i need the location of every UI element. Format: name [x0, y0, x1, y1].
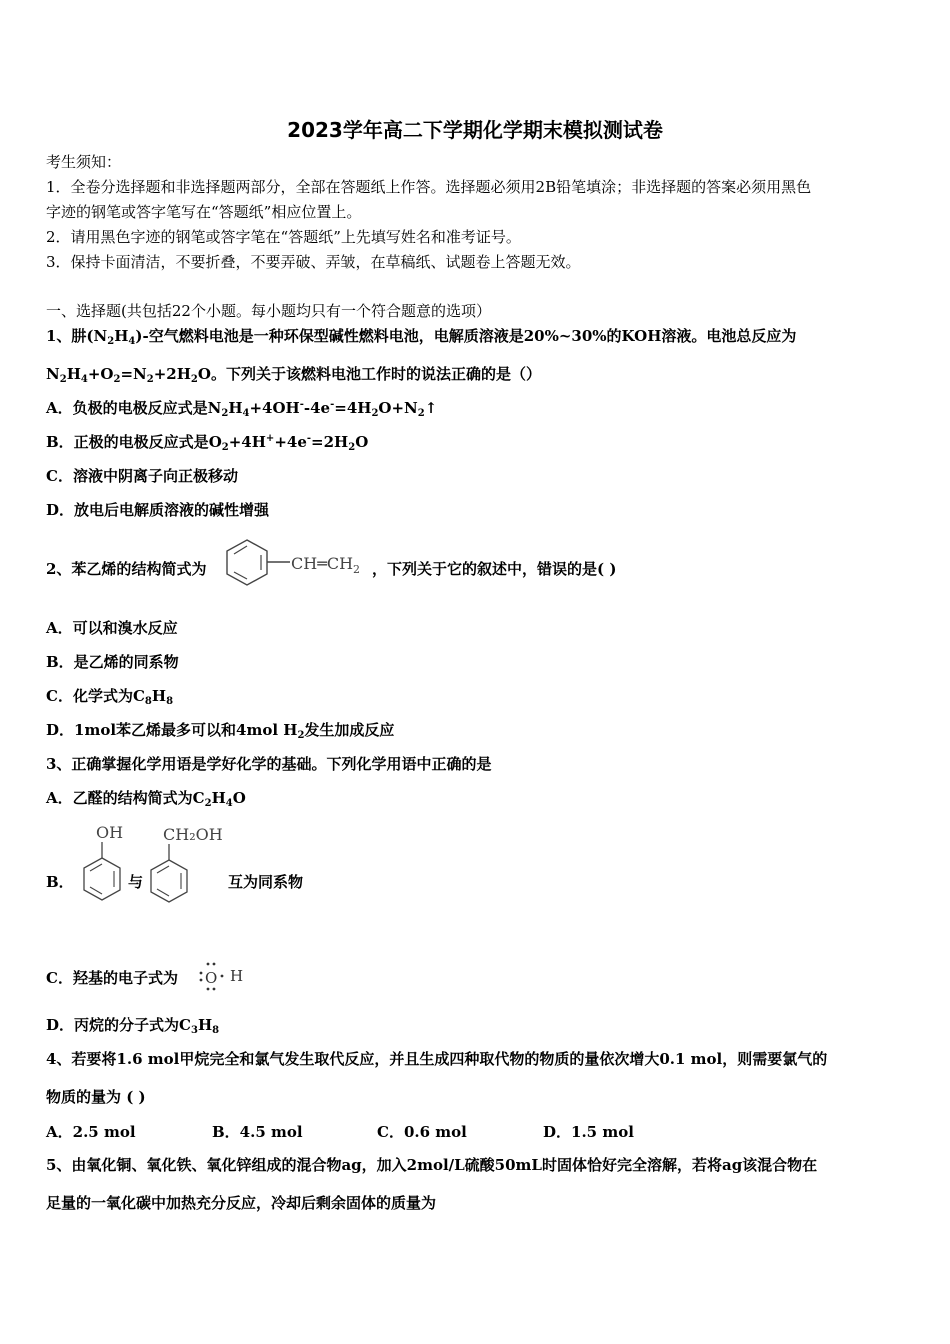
q4-option-b: B．4.5 mol — [212, 1123, 303, 1141]
hydroxyl-electron-formula — [196, 958, 252, 994]
q2-option-d: D．1mol苯乙烯最多可以和4mol $H_2$发生加成反应 — [46, 721, 395, 741]
q1-stem-line1: 1、肼$(N_2H_4)-$空气燃料电池是一种环保型碱性燃料电池，电解质溶液是20%~30%的KOH溶液。电池总反应为 — [46, 327, 797, 347]
q1-option-a: A．负极的电极反应式是$N_2H_4+4OH^--4e^-=4H_2O+N_2↑$ — [46, 399, 438, 419]
notice-item-1-cont: 字迹的钢笔或答字笔写在“答题纸”相应位置上。 — [46, 203, 362, 221]
section-heading: 一、选择题(共包括22个小题。每小题均只有一个符合题意的选项） — [46, 302, 491, 320]
notice-item-2: 2．请用黑色字迹的钢笔或答字笔在“答题纸”上先填写姓名和准考证号。 — [46, 228, 521, 246]
q4-option-c: C．0.6 mol — [377, 1123, 467, 1141]
q2-stem-after: ，下列关于它的叙述中，错误的是( ) — [372, 560, 617, 578]
styrene-label-subscript: 2 — [353, 563, 361, 576]
q4-stem-line1: 4、若要将1.6 mol甲烷完全和氯气发生取代反应，并且生成四种取代物的物质的量依次增大0.1 mol，则需要氯气的 — [46, 1050, 828, 1068]
q4-option-d: D．1.5 mol — [543, 1123, 634, 1141]
hydroxyl-o-symbol: O — [205, 969, 218, 987]
q3-option-b-tail: 互为同系物 — [228, 873, 304, 891]
q2-stem-before: 2、苯乙烯的结构简式为 — [46, 560, 207, 578]
q2-option-a: A．可以和溴水反应 — [46, 619, 178, 637]
q1-option-d: D．放电后电解质溶液的碱性增强 — [46, 501, 270, 519]
q5-stem-line2: 足量的一氧化碳中加热充分反应，冷却后剩余固体的质量为 — [46, 1194, 437, 1212]
q3-option-a: A．乙醛的结构简式为$C_2H_4O$ — [46, 789, 246, 809]
q3-option-b-label: B． — [46, 873, 74, 891]
q3-option-c: C．羟基的电子式为 — [46, 969, 178, 987]
styrene-structure — [224, 535, 370, 591]
phenol-label: OH — [96, 823, 124, 842]
q2-option-c: C．化学式为$C_8H_8$ — [46, 687, 174, 707]
q4-stem-line2: 物质的量为 ( ) — [46, 1088, 146, 1106]
q1-stem-line2: $N_2H_4+O_2=N_2+2H_2O$。下列关于该燃料电池工作时的说法正确的是（） — [46, 365, 541, 385]
styrene-label: CH═CH — [291, 554, 354, 573]
benzyl-alcohol-label: CH₂OH — [163, 825, 223, 844]
page-title: 2023学年高二下学期化学期末模拟测试卷 — [287, 118, 663, 142]
q3-option-d: D．丙烷的分子式为$C_3H_8$ — [46, 1016, 220, 1036]
q5-stem-line1: 5、由氧化铜、氧化铁、氧化锌组成的混合物ag，加入2mol/L硫酸50mL时固体恰好完全溶解，若将ag该混合物在 — [46, 1156, 818, 1174]
phenol-structure — [72, 818, 130, 916]
svg-text:CH═CH2 — [291, 554, 360, 576]
q3-stem: 3、正确掌握化学用语是学好化学的基础。下列化学用语中正确的是 — [46, 755, 492, 773]
notice-item-3: 3．保持卡面清洁，不要折叠，不要弄破、弄皱，在草稿纸、试题卷上答题无效。 — [46, 253, 581, 271]
hydroxyl-h-symbol: H — [230, 967, 244, 985]
q2-option-b: B．是乙烯的同系物 — [46, 653, 179, 671]
benzyl-alcohol-structure — [145, 818, 229, 918]
notice-item-1: 1．全卷分选择题和非选择题两部分，全部在答题纸上作答。选择题必须用2B铅笔填涂；非选择题的答案必须用黑色 — [46, 178, 812, 196]
q4-option-a: A．2.5 mol — [46, 1123, 136, 1141]
q1-option-c: C．溶液中阴离子向正极移动 — [46, 467, 238, 485]
notice-heading: 考生须知： — [46, 153, 122, 171]
q3-option-b-and: 与 — [128, 873, 144, 891]
q1-option-b: B．正极的电极反应式是$O_2+4H^++4e^-=2H_2O$ — [46, 433, 369, 453]
